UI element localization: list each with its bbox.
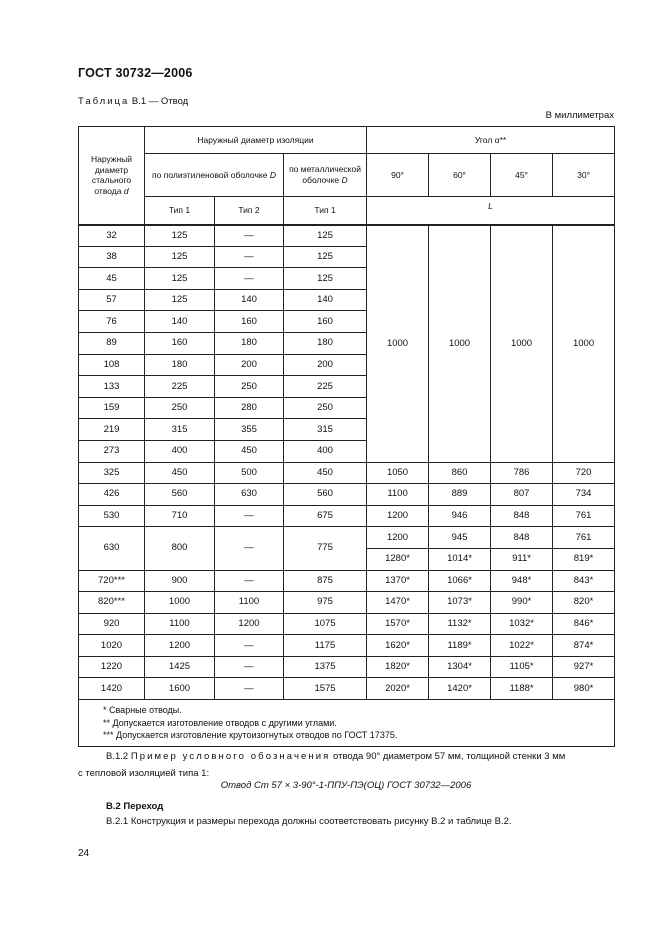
paragraph-b21: В.2.1 Конструкция и размеры перехода должны соответствовать рисунку В.2 и таблице В.2. <box>106 816 512 827</box>
table-cell: 1188* <box>491 678 553 700</box>
table-cell: 1000 <box>145 592 215 614</box>
table-cell: 945 <box>429 527 491 549</box>
table-cell: 225 <box>145 376 215 398</box>
table-cell: 1575 <box>284 678 367 700</box>
table-cell: 875 <box>284 570 367 592</box>
table-row <box>79 570 615 592</box>
paragraph-b12-line2: с тепловой изоляцией типа 1: <box>78 768 210 779</box>
table-cell: 125 <box>145 225 215 247</box>
table-cell: 140 <box>284 289 367 311</box>
table-cell: 848 <box>491 527 553 549</box>
table-cell-length-merged: 1000 <box>367 225 429 463</box>
table-cell: 1420 <box>79 678 145 700</box>
table-cell: 315 <box>145 419 215 441</box>
table-cell: 630 <box>215 484 284 506</box>
header-angle-45: 45° <box>491 154 553 197</box>
table-cell: 426 <box>79 484 145 506</box>
table-cell: 1425 <box>145 656 215 678</box>
table-cell: 786 <box>491 462 553 484</box>
table-row <box>79 527 615 549</box>
caption-word: Таблица <box>78 96 130 107</box>
table-cell: 1280* <box>367 548 429 570</box>
table-cell: 1600 <box>145 678 215 700</box>
paragraph-b12: В.1.2 Пример условного обозначения отвода 90° диаметром 57 мм, толщиной стенки 3 мм с тепловой изоляцией типа 1: <box>78 748 614 782</box>
table-cell: 1200 <box>367 505 429 527</box>
section-heading-b2: В.2 Переход <box>106 801 164 812</box>
table-cell: 450 <box>284 462 367 484</box>
table-cell: 1014* <box>429 548 491 570</box>
table-cell: 1105* <box>491 656 553 678</box>
table-cell: 1200 <box>367 527 429 549</box>
table-cell: — <box>215 635 284 657</box>
table-cell: 355 <box>215 419 284 441</box>
table-cell: 57 <box>79 289 145 311</box>
table-cell: 125 <box>284 246 367 268</box>
table-cell: 560 <box>145 484 215 506</box>
table-cell-length-merged: 1000 <box>553 225 615 463</box>
table-cell: — <box>215 527 284 570</box>
table-notes-row <box>79 700 615 747</box>
table-cell: — <box>215 246 284 268</box>
table-cell: 990* <box>491 592 553 614</box>
table-cell: 180 <box>284 332 367 354</box>
table-cell: 775 <box>284 527 367 570</box>
table-cell: — <box>215 505 284 527</box>
table-cell: 160 <box>284 311 367 333</box>
table-cell: 819* <box>553 548 615 570</box>
table-cell: 1066* <box>429 570 491 592</box>
table-cell: 125 <box>145 268 215 290</box>
table-cell: 630 <box>79 527 145 570</box>
table-row <box>79 613 615 635</box>
table-cell: 800 <box>145 527 215 570</box>
table-cell: 400 <box>145 440 215 462</box>
header-angle-60: 60° <box>429 154 491 197</box>
table-cell: 1200 <box>215 613 284 635</box>
table-caption <box>78 96 188 107</box>
table-cell: 848 <box>491 505 553 527</box>
units-note: В миллиметрах <box>545 110 614 121</box>
table-row <box>79 656 615 678</box>
table-cell: 273 <box>79 440 145 462</box>
table-cell: 140 <box>215 289 284 311</box>
header-angle: Угол α** <box>367 127 615 154</box>
page-number: 24 <box>78 848 90 859</box>
table-cell: — <box>215 656 284 678</box>
table-cell: 76 <box>79 311 145 333</box>
table-cell: 889 <box>429 484 491 506</box>
table-cell: 125 <box>145 246 215 268</box>
table-row <box>79 592 615 614</box>
table-cell: 820*** <box>79 592 145 614</box>
table-row <box>79 462 615 484</box>
table-cell: 860 <box>429 462 491 484</box>
table-cell: 160 <box>215 311 284 333</box>
table-cell: 720 <box>553 462 615 484</box>
table-cell: 1100 <box>367 484 429 506</box>
table-cell: 45 <box>79 268 145 290</box>
footnote: ** Допускается изготовление отводов с другими углами. <box>103 717 337 728</box>
header-insulation-diameter: Наружный диаметр изоляции <box>145 127 367 154</box>
table-cell: 761 <box>553 505 615 527</box>
table-cell: 1073* <box>429 592 491 614</box>
table-cell: 530 <box>79 505 145 527</box>
table-cell: 180 <box>145 354 215 376</box>
table-cell: 280 <box>215 397 284 419</box>
table-cell: 250 <box>284 397 367 419</box>
table-cell: 843* <box>553 570 615 592</box>
table-cell: 1132* <box>429 613 491 635</box>
footnote: * Сварные отводы. <box>103 705 182 716</box>
table-cell: 500 <box>215 462 284 484</box>
table-cell: 927* <box>553 656 615 678</box>
table-b1 <box>78 126 615 747</box>
table-cell: 125 <box>284 225 367 247</box>
table-cell: 450 <box>215 440 284 462</box>
header-length-L: L <box>367 197 615 225</box>
table-footnotes <box>79 700 615 747</box>
table-cell: 1820* <box>367 656 429 678</box>
table-row <box>79 484 615 506</box>
table-cell: 1220 <box>79 656 145 678</box>
table-cell: 761 <box>553 527 615 549</box>
table-cell: 159 <box>79 397 145 419</box>
table-cell: 125 <box>284 268 367 290</box>
table-cell: 1304* <box>429 656 491 678</box>
table-row <box>79 225 615 247</box>
table-cell: 1570* <box>367 613 429 635</box>
table-cell: 980* <box>553 678 615 700</box>
header-pipe-diameter: Наружный диаметр стального отвода d <box>79 127 145 225</box>
table-cell: 1470* <box>367 592 429 614</box>
header-angle-90: 90° <box>367 154 429 197</box>
table-cell: 200 <box>284 354 367 376</box>
table-cell: 315 <box>284 419 367 441</box>
table-cell: 1370* <box>367 570 429 592</box>
table-cell: — <box>215 570 284 592</box>
table-cell: — <box>215 225 284 247</box>
designation-example: Отвод Ст 57 × 3-90°-1-ППУ-ПЭ(ОЦ) ГОСТ 30732—2006 <box>220 780 472 791</box>
header-type-1-metal: Тип 1 <box>284 197 367 225</box>
caption-rest: В.1 — Отвод <box>131 96 189 107</box>
table-cell: 675 <box>284 505 367 527</box>
table-cell: 250 <box>215 376 284 398</box>
table-cell: 133 <box>79 376 145 398</box>
table-cell: 946 <box>429 505 491 527</box>
table-row <box>79 505 615 527</box>
table-cell: 180 <box>215 332 284 354</box>
table-cell: 1020 <box>79 635 145 657</box>
table-cell: 807 <box>491 484 553 506</box>
header-angle-30: 30° <box>553 154 615 197</box>
table-cell: 1200 <box>145 635 215 657</box>
table-cell: 911* <box>491 548 553 570</box>
table-cell: 710 <box>145 505 215 527</box>
table-cell: 1100 <box>145 613 215 635</box>
table-cell: 1032* <box>491 613 553 635</box>
header-type-2: Тип 2 <box>215 197 284 225</box>
table-cell: 975 <box>284 592 367 614</box>
table-cell: 250 <box>145 397 215 419</box>
table-cell: 2020* <box>367 678 429 700</box>
table-cell: 160 <box>145 332 215 354</box>
table-cell: 140 <box>145 311 215 333</box>
table-cell-length-merged: 1000 <box>429 225 491 463</box>
table-cell: 874* <box>553 635 615 657</box>
table-cell: 108 <box>79 354 145 376</box>
table-cell: 38 <box>79 246 145 268</box>
header-metal-sheath: по металлической оболочке D <box>284 154 367 197</box>
table-cell: 920 <box>79 613 145 635</box>
table-cell: 846* <box>553 613 615 635</box>
table-cell: 400 <box>284 440 367 462</box>
table-cell: — <box>215 678 284 700</box>
table-cell: 225 <box>284 376 367 398</box>
table-cell: 1420* <box>429 678 491 700</box>
table-cell: 325 <box>79 462 145 484</box>
table-cell: — <box>215 268 284 290</box>
table-cell: 200 <box>215 354 284 376</box>
table-row <box>79 635 615 657</box>
table-cell: 1189* <box>429 635 491 657</box>
table-cell: 450 <box>145 462 215 484</box>
table-cell: 720*** <box>79 570 145 592</box>
header-type-1: Тип 1 <box>145 197 215 225</box>
table-cell: 1075 <box>284 613 367 635</box>
header-pe-sheath: по полиэтиленовой оболочке D <box>145 154 284 197</box>
table-cell: 219 <box>79 419 145 441</box>
table-cell: 948* <box>491 570 553 592</box>
table-cell: 1050 <box>367 462 429 484</box>
table-cell: 820* <box>553 592 615 614</box>
table-cell: 734 <box>553 484 615 506</box>
table-cell: 32 <box>79 225 145 247</box>
table-cell: 1375 <box>284 656 367 678</box>
table-cell: 560 <box>284 484 367 506</box>
document-header: ГОСТ 30732—2006 <box>78 66 193 80</box>
table-cell-length-merged: 1000 <box>491 225 553 463</box>
table-cell: 1022* <box>491 635 553 657</box>
table-cell: 900 <box>145 570 215 592</box>
table-cell: 89 <box>79 332 145 354</box>
table-cell: 1100 <box>215 592 284 614</box>
table-cell: 125 <box>145 289 215 311</box>
table-cell: 1620* <box>367 635 429 657</box>
footnote: *** Допускается изготовление крутоизогнутых отводов по ГОСТ 17375. <box>103 730 398 741</box>
table-row <box>79 678 615 700</box>
table-cell: 1175 <box>284 635 367 657</box>
